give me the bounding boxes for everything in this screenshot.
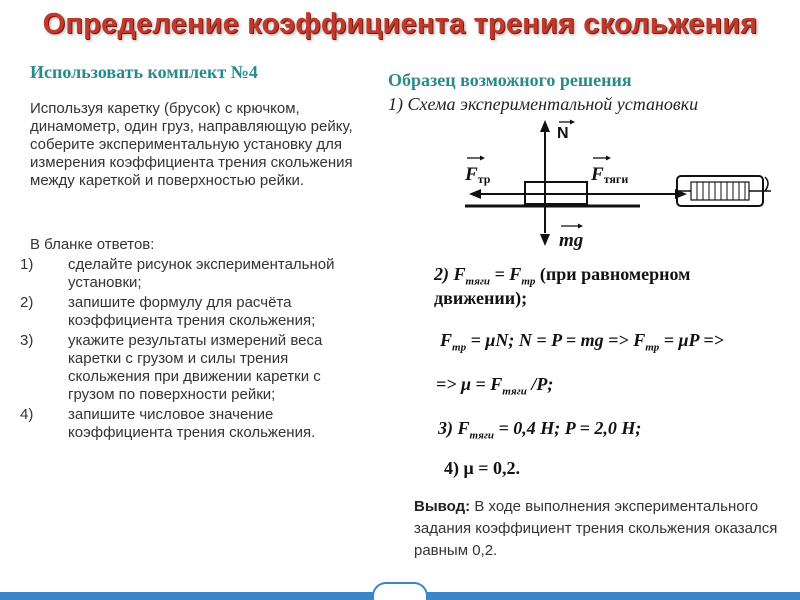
step-text: запишите формулу для расчёта коэффициента трения скольжения; bbox=[68, 294, 316, 329]
scheme-label: 1) Схема экспериментальной установки bbox=[388, 94, 699, 114]
step-item bbox=[20, 332, 370, 404]
step-number: 3) bbox=[20, 332, 34, 349]
step-text: укажите результаты измерений веса каретки с грузом и силы трения скольжения при движении каретки с грузом по поверхности рейки; bbox=[68, 332, 323, 403]
conclusion bbox=[414, 496, 784, 562]
formula-line-4: => $\mu = F_{тяги}$ /P; bbox=[436, 374, 554, 398]
step-item bbox=[20, 294, 370, 330]
formula-line-6: 4) μ = 0,2. bbox=[444, 458, 520, 478]
step-item bbox=[20, 256, 370, 292]
dynamometer bbox=[677, 176, 771, 206]
normal-arrowhead bbox=[540, 120, 550, 132]
task-steps bbox=[20, 256, 370, 444]
page-title: Определение коэффициента трения скольжения bbox=[42, 8, 758, 40]
task-intro: Используя каретку (брусок) с крючком, динамометр, один груз, направляющую рейку, соберите экспериментальную установку для измерения коэффициента трения скольжения между кареткой и поверхностью рейки. bbox=[30, 100, 353, 189]
step-number: 2) bbox=[20, 294, 34, 311]
label-friction: Fтр bbox=[465, 164, 491, 186]
step-item bbox=[20, 406, 370, 442]
label-gravity: mg bbox=[559, 230, 584, 251]
step-text: запишите числовое значение коэффициента трения скольжения. bbox=[68, 406, 316, 441]
step-text: сделайте рисунок экспериментальной установки; bbox=[68, 256, 335, 291]
friction-arrowhead bbox=[469, 189, 481, 199]
kit-subtitle: Использовать комплект №4 bbox=[30, 62, 258, 82]
label-pull: Fтяги bbox=[591, 164, 629, 186]
conclusion-label: Вывод: bbox=[414, 498, 471, 515]
step-number: 1) bbox=[20, 256, 34, 273]
gravity-arrowhead bbox=[540, 234, 550, 246]
formula-line-2: движении); bbox=[434, 288, 528, 308]
conclusion-text: В ходе выполнения экспериментального задания коэффициент трения скольжения оказался равным 0,2. bbox=[414, 498, 778, 559]
step-number: 4) bbox=[20, 406, 34, 423]
formula-line-1: 2) $F_{тяги} = F_{тр}$ (при равномерном bbox=[434, 264, 691, 288]
solution-subtitle: Образец возможного решения bbox=[388, 70, 632, 90]
setup-diagram bbox=[455, 118, 775, 258]
formula-line-5: 3) $F_{тяги} = 0,4$ Н; P = 2,0 Н; bbox=[438, 418, 642, 442]
answer-sheet-label: В бланке ответов: bbox=[30, 236, 155, 253]
label-normal: N bbox=[557, 125, 569, 142]
formula-line-3: $F_{тр} = \mu N$; N = P = mg => $F_{тр} = \mu P$ => bbox=[440, 330, 724, 354]
footer-tab bbox=[372, 582, 428, 600]
